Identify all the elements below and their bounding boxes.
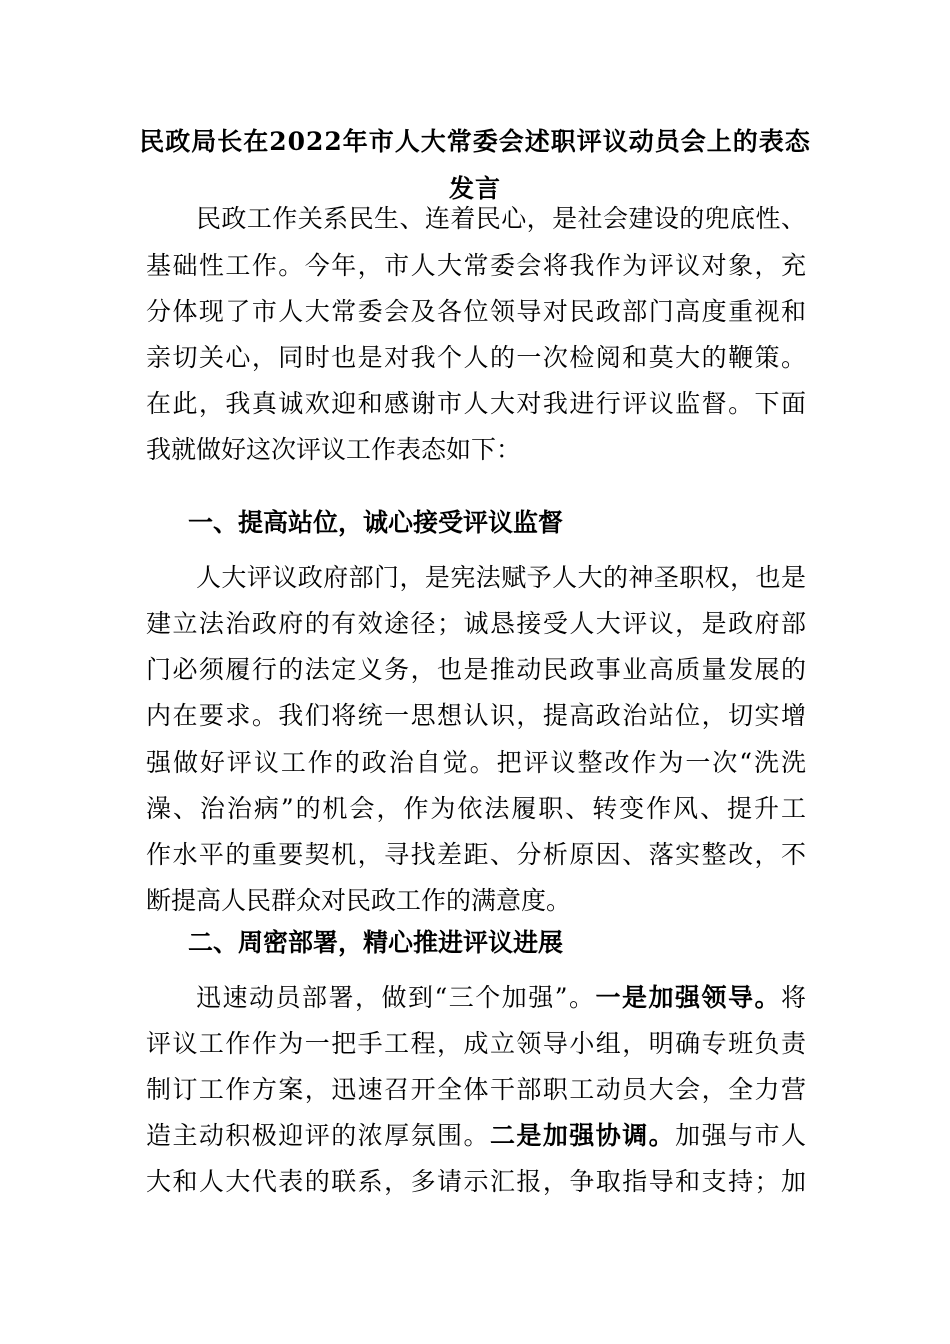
title-line-1: 民政局长在2022年市人大常委会述职评议动员会上的表态: [139, 127, 811, 156]
section-1-line: 人大评议政府部门，是宪法赋予人大的神圣职权，也是: [196, 563, 806, 592]
intro-line: 亲切关心，同时也是对我个人的一次检阅和莫大的鞭策。: [146, 343, 806, 372]
section-1-line: 建立法治政府的有效途径；诚恳接受人大评议，是政府部: [146, 609, 806, 638]
section-1-line: 作水平的重要契机，寻找差距、分析原因、落实整改，不: [146, 840, 806, 869]
intro-line: 分体现了市人大常委会及各位领导对民政部门高度重视和: [146, 297, 806, 326]
section-2-bold-point: 二是加强协调。: [489, 1121, 676, 1150]
section-1-heading: 一、提高站位，诚心接受评议监督: [188, 508, 564, 537]
section-1-line: 强做好评议工作的政治自觉。把评议整改作为一次“洗洗: [146, 748, 806, 777]
section-2-line: 大和人大代表的联系，多请示汇报，争取指导和支持；加: [146, 1167, 806, 1196]
section-2-text: 造主动积极迎评的浓厚氛围。: [146, 1121, 490, 1150]
section-1-line: 内在要求。我们将统一思想认识，提高政治站位，切实增: [146, 701, 806, 730]
intro-line: 基础性工作。今年，市人大常委会将我作为评议对象，充: [146, 251, 806, 280]
section-1-line: 断提高人民群众对民政工作的满意度。: [146, 886, 572, 915]
intro-line: 民政工作关系民生、连着民心，是社会建设的兜底性、: [196, 204, 806, 233]
section-2-heading: 二、周密部署，精心推进评议进展: [188, 928, 564, 957]
section-1-line: 澡、治治病”的机会，作为依法履职、转变作风、提升工: [146, 794, 806, 823]
document-title: [130, 118, 820, 212]
intro-line: 我就做好这次评议工作表态如下：: [146, 435, 522, 464]
section-1-line: 门必须履行的法定义务，也是推动民政事业高质量发展的: [146, 655, 806, 684]
section-2-text: 将: [780, 983, 806, 1012]
section-2-text: 迅速动员部署，做到“三个加强”。: [196, 983, 596, 1012]
section-2-text: 加强与市人: [675, 1121, 806, 1150]
section-2-line: 制订工作方案，迅速召开全体干部职工动员大会，全力营: [146, 1075, 806, 1104]
section-2-line: [196, 983, 806, 1013]
title-line-2: 发言: [448, 174, 501, 203]
section-2-bold-point: 一是加强领导。: [595, 983, 781, 1012]
section-2-line: 评议工作作为一把手工程，成立领导小组，明确专班负责: [146, 1029, 806, 1058]
section-2-line: [146, 1121, 806, 1151]
intro-line: 在此，我真诚欢迎和感谢市人大对我进行评议监督。下面: [146, 389, 806, 418]
